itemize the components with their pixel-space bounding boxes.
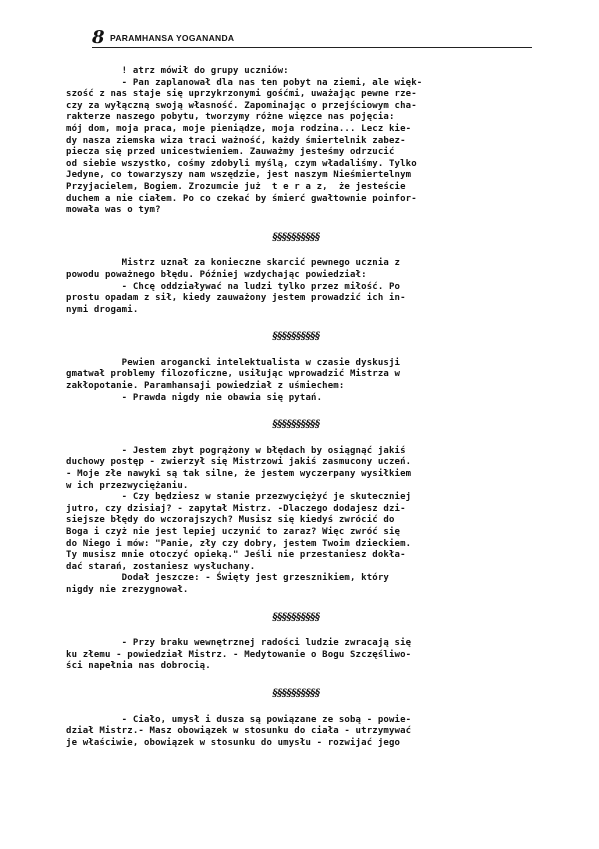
text-line: rakterze naszego pobytu, tworzymy różne więzce nas pojęcia: [66,112,395,123]
text-line: w ich przezwyciężaniu. [66,480,189,491]
text-line: piecza się przed unicestwieniem. Zauważmy jesteśmy odrzucić [66,147,395,158]
paragraph [66,66,526,217]
paragraph [66,638,526,673]
text-line: szość z nas staje się uprzykrzonymi gośćmi, uważając pewne rze- [66,89,417,100]
paragraph [66,446,526,597]
page-number: 8 [92,27,105,48]
text-line: - Przy braku wewnętrznej radości ludzie zwracają się [66,638,412,649]
text-line: Boga i czyż nie jest lepiej uczynić to zaraz? Więc zwróć się [66,527,401,537]
text-line: powodu poważnego błędu. Później wzdychając powiedział: [66,269,367,280]
running-head: PARAMHANSA YOGANANDA [110,33,235,43]
page-header [92,27,532,52]
text-line: siejsze błędy do wczorajszych? Musisz się kiedyś zwrócić do [66,515,395,526]
text-line: Jedyne, co towarzyszy nam wszędzie, jest naszym Nieśmiertelnym [66,170,412,181]
text-line: ku złemu - powiedział Mistrz. - Medytowanie o Bogu Szczęśliwo- [66,649,412,660]
text-line: Pewien arogancki intelektualista w czasie dyskusji [66,357,401,368]
text-line: je właściwie, obowiązek w stosunku do umysłu - rozwijać jego [66,737,401,748]
text-line: dział Mistrz.- Masz obowiązek w stosunku do ciała - utrzymywać [66,726,412,737]
text-line: - Ciało, umysł i dusza są powiązane ze sobą - powie- [66,714,412,725]
section-separator: §§§§§§§§§§ [272,419,320,431]
text-line: dy nasza ziemska wiza traci ważność, każdy śmiertelnik zabez- [66,135,406,146]
header-rule [92,47,532,48]
text-line: mowała was o tym? [66,205,161,216]
text-line: - Prawda nigdy nie obawia się pytań. [66,392,323,403]
text-line: duchem a nie ciałem. Po co czekać by śmierć gwałtownie poinfor- [66,193,417,204]
section-separator: §§§§§§§§§§ [272,331,320,343]
text-line: Ty musisz mnie otoczyć opieką." Jeśli nie przestaniesz dokła- [66,550,406,561]
section-separator: §§§§§§§§§§ [272,231,320,243]
paragraph [66,715,526,750]
text-line: - Chcę oddziaływać na ludzi tylko przez miłość. Po [66,281,401,292]
text-line: duchowy postęp - zwierzył się Mistrzowi jakiś zasmucony uczeń. [66,457,412,468]
text-line: prostu opadam z sił, kiedy zauważony jestem prowadzić ich in- [66,293,406,304]
text-line: - Moje złe nawyki są tak silne, że jestem wyczerpany wysiłkiem [66,469,412,480]
text-line: jutro, czy dzisiaj? - zapytał Mistrz. -Dlaczego dodajesz dzi- [66,503,406,514]
section-separator: §§§§§§§§§§ [272,687,320,699]
text-line: - Pan zaplanował dla nas ten pobyt na ziemi, ale więk- [66,77,423,88]
text-line: ści napełnia nas dobrocią. [66,661,211,672]
text-line: Dodał jeszcze: - Święty jest grzesznikiem, który [66,573,389,584]
text-line: czy za wyłączną swoją własność. Zapominając o przejściowym cha- [66,100,417,111]
section-separator: §§§§§§§§§§ [272,611,320,623]
text-line: dać starań, zostaniesz wysłuchany. [66,561,256,572]
paragraph [66,358,526,404]
text-line: Mistrz uznał za konieczne skarcić pewnego ucznia z [66,258,401,269]
text-line: Przyjacielem, Bogiem. Zrozumcie już t e r a z, że jesteście [66,181,406,192]
text-line: mój dom, moja praca, moje pieniądze, moja rodzina... Lecz kie- [66,123,412,134]
text-line: od siebie wszystko, cośmy zdobyli myślą, czym władaliśmy. Tylko [66,158,417,169]
text-line: zakłopotanie. Paramhansaji powiedział z uśmiechem: [66,381,345,392]
text-line: - Czy będziesz w stanie przezwyciężyć je skuteczniej [66,492,412,503]
text-line: - Jestem zbyt pogrążony w błędach by osiągnąć jakiś [66,445,406,456]
text-line: gmatwał problemy filozoficzne, usiłując wprowadzić Mistrza w [66,369,401,380]
paragraph [66,258,526,316]
text-line: nigdy nie zrezygnował. [66,584,189,595]
text-line: do Niego i mów: "Panie, zły czy dobry, jestem Twoim dzieckiem. [66,538,412,549]
text-line: ! atrz mówił do grupy uczniów: [66,66,289,76]
page-body [66,66,526,749]
text-line: nymi drogami. [66,304,139,315]
